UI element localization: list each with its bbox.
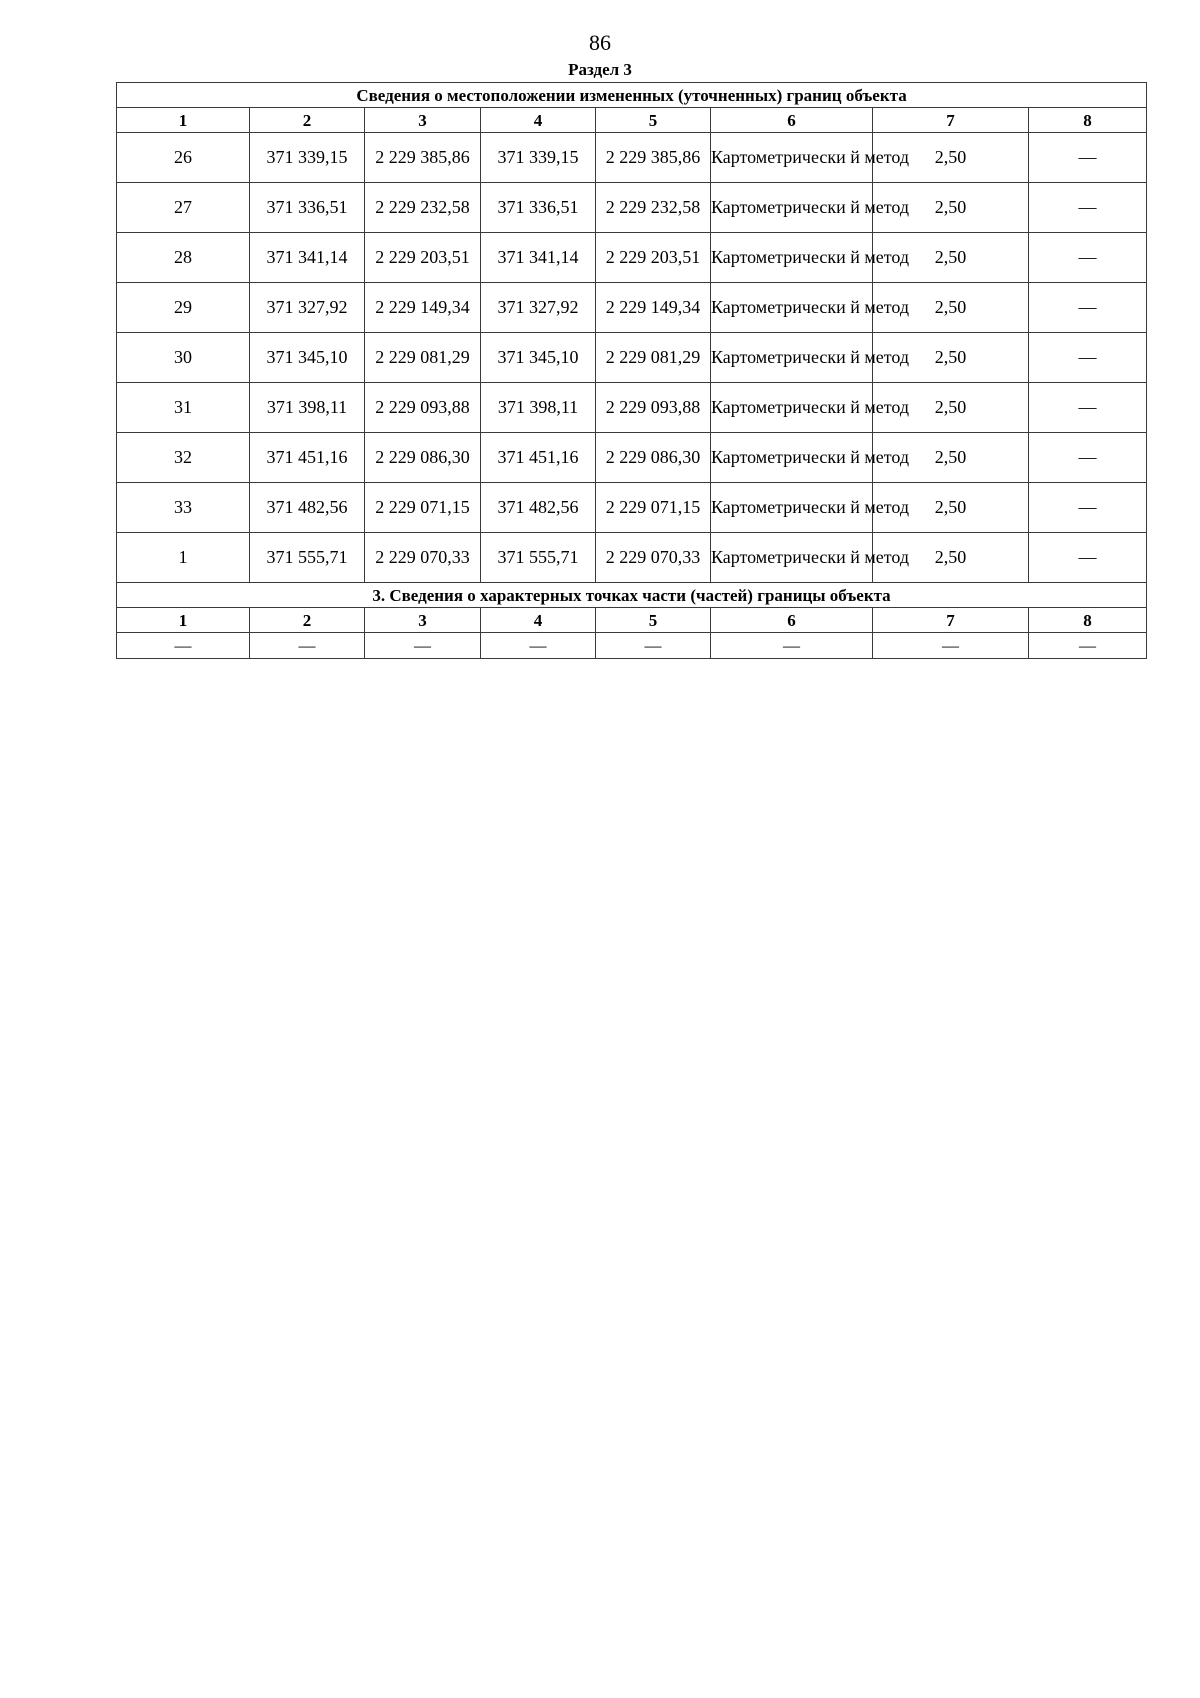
table-cell: 2,50: [873, 283, 1029, 333]
table-cell: 2,50: [873, 233, 1029, 283]
table-cell: 371 339,15: [250, 133, 365, 183]
table-cell: 371 336,51: [250, 183, 365, 233]
column-header: 3: [365, 608, 481, 633]
table-cell: 2 229 086,30: [365, 433, 481, 483]
column-header: 3: [365, 108, 481, 133]
table-cell: 32: [117, 433, 250, 483]
table-cell: —: [250, 633, 365, 659]
table1-title: [117, 83, 1147, 108]
table-cell: 27: [117, 183, 250, 233]
table-cell: 1: [117, 533, 250, 583]
table-cell: 2,50: [873, 383, 1029, 433]
table-cell: Картометрически й метод: [711, 533, 873, 583]
table-cell: 371 339,15: [481, 133, 596, 183]
column-header: 1: [117, 108, 250, 133]
column-header: 7: [873, 608, 1029, 633]
table-cell: 2 229 071,15: [596, 483, 711, 533]
table-row: [117, 483, 1147, 533]
table-cell: 371 398,11: [481, 383, 596, 433]
table-cell: 371 327,92: [481, 283, 596, 333]
table-cell: 2 229 071,15: [365, 483, 481, 533]
table2-header-row: [117, 608, 1147, 633]
table-cell: 2 229 203,51: [596, 233, 711, 283]
column-header: 8: [1029, 608, 1147, 633]
column-header: 7: [873, 108, 1029, 133]
table-cell: 2,50: [873, 333, 1029, 383]
table-cell: Картометрически й метод: [711, 133, 873, 183]
table-cell: 371 345,10: [481, 333, 596, 383]
table-cell: 31: [117, 383, 250, 433]
table-cell: —: [711, 633, 873, 659]
section-title: Раздел 3: [568, 60, 632, 79]
table-cell: 371 345,10: [250, 333, 365, 383]
table-cell: 371 398,11: [250, 383, 365, 433]
table-cell: 2 229 093,88: [596, 383, 711, 433]
table-cell: Картометрически й метод: [711, 483, 873, 533]
column-header: 4: [481, 608, 596, 633]
table-cell: 371 327,92: [250, 283, 365, 333]
table-row: [117, 633, 1147, 659]
table-cell: 2 229 081,29: [596, 333, 711, 383]
table-cell: 30: [117, 333, 250, 383]
table-cell: 371 555,71: [481, 533, 596, 583]
table-cell: 371 482,56: [250, 483, 365, 533]
page-number: 86: [589, 30, 611, 55]
table-cell: —: [1029, 233, 1147, 283]
table-cell: —: [873, 633, 1029, 659]
table-cell: 2,50: [873, 483, 1029, 533]
table-cell: 371 341,14: [250, 233, 365, 283]
table-cell: —: [117, 633, 250, 659]
table-cell: —: [1029, 183, 1147, 233]
table-cell: —: [596, 633, 711, 659]
column-header: 6: [711, 608, 873, 633]
table-cell: 371 555,71: [250, 533, 365, 583]
table-cell: 2 229 385,86: [365, 133, 481, 183]
table-cell: 2 229 070,33: [365, 533, 481, 583]
table-cell: —: [1029, 383, 1147, 433]
table-cell: —: [1029, 483, 1147, 533]
table-cell: —: [1029, 433, 1147, 483]
table-cell: 371 336,51: [481, 183, 596, 233]
table-cell: 2,50: [873, 183, 1029, 233]
table-row: [117, 533, 1147, 583]
column-header: 1: [117, 608, 250, 633]
table1-header-row: [117, 108, 1147, 133]
table-cell: 371 451,16: [250, 433, 365, 483]
table-cell: 28: [117, 233, 250, 283]
table-row: [117, 283, 1147, 333]
table-cell: 2 229 385,86: [596, 133, 711, 183]
table-cell: 371 451,16: [481, 433, 596, 483]
table2-title: [117, 583, 1147, 608]
table-cell: 2,50: [873, 133, 1029, 183]
column-header: 5: [596, 608, 711, 633]
table-cell: 2 229 081,29: [365, 333, 481, 383]
table-cell: 2,50: [873, 533, 1029, 583]
table-cell: 29: [117, 283, 250, 333]
table-cell: —: [365, 633, 481, 659]
table-cell: 2 229 149,34: [596, 283, 711, 333]
table-cell: —: [481, 633, 596, 659]
table-row: [117, 233, 1147, 283]
table-cell: 2 229 070,33: [596, 533, 711, 583]
table-cell: Картометрически й метод: [711, 183, 873, 233]
table-body: [117, 83, 1147, 659]
table-row: [117, 433, 1147, 483]
table-row: [117, 183, 1147, 233]
table-cell: 2,50: [873, 433, 1029, 483]
table-cell: —: [1029, 283, 1147, 333]
table-cell: 371 482,56: [481, 483, 596, 533]
column-header: 4: [481, 108, 596, 133]
table-cell: —: [1029, 133, 1147, 183]
table-cell: 2 229 093,88: [365, 383, 481, 433]
table-cell: Картометрически й метод: [711, 333, 873, 383]
column-header: 5: [596, 108, 711, 133]
table-cell: Картометрически й метод: [711, 383, 873, 433]
table-row: [117, 383, 1147, 433]
table-cell: 26: [117, 133, 250, 183]
table-row: [117, 333, 1147, 383]
table2-title-text: 3. Сведения о характерных точках части (частей) границы объекта: [117, 583, 1147, 608]
table1-title-text: Сведения о местоположении измененных (уточненных) границ объекта: [117, 83, 1147, 108]
table-cell: 2 229 086,30: [596, 433, 711, 483]
coordinates-table: [116, 82, 1147, 659]
table-cell: 2 229 203,51: [365, 233, 481, 283]
column-header: 6: [711, 108, 873, 133]
table-row: [117, 133, 1147, 183]
table-cell: —: [1029, 533, 1147, 583]
table-cell: 33: [117, 483, 250, 533]
table-cell: 371 341,14: [481, 233, 596, 283]
table-cell: 2 229 232,58: [365, 183, 481, 233]
table-cell: —: [1029, 333, 1147, 383]
table-cell: Картометрически й метод: [711, 433, 873, 483]
table-cell: —: [1029, 633, 1147, 659]
table-cell: 2 229 149,34: [365, 283, 481, 333]
column-header: 2: [250, 108, 365, 133]
column-header: 8: [1029, 108, 1147, 133]
table-cell: 2 229 232,58: [596, 183, 711, 233]
column-header: 2: [250, 608, 365, 633]
table-cell: Картометрически й метод: [711, 283, 873, 333]
table-cell: Картометрически й метод: [711, 233, 873, 283]
